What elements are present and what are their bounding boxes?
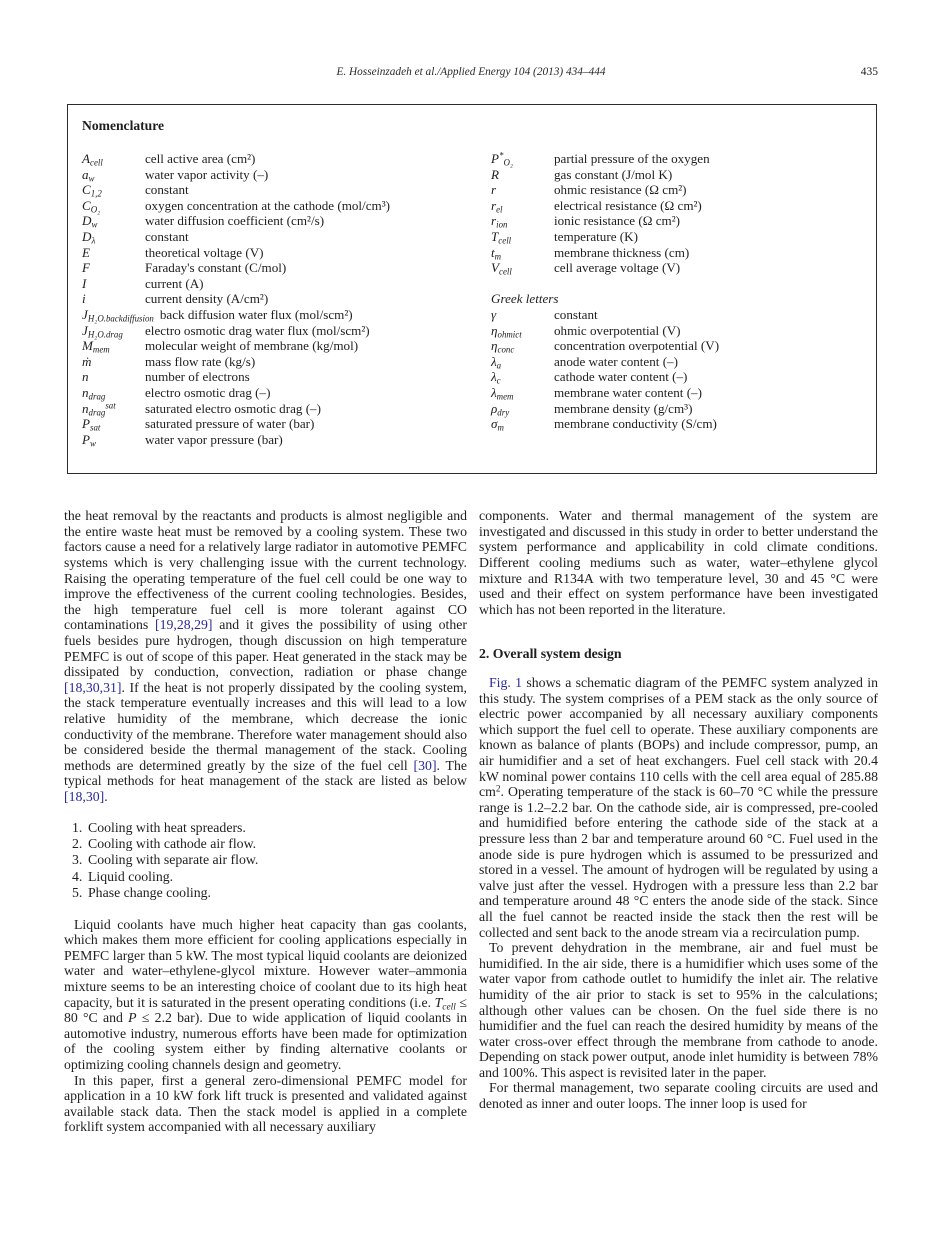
definition: concentration overpotential (V)	[554, 338, 720, 354]
para-liquid-coolants	[64, 917, 467, 1073]
journal-page	[64, 0, 878, 1135]
para-intro-continuation	[64, 508, 467, 804]
nomenclature-row	[82, 323, 475, 339]
nomenclature-right-column	[491, 151, 862, 447]
symbol: R	[491, 166, 499, 182]
nomenclature-row	[82, 198, 475, 214]
citation-ref[interactable]: [30]	[413, 757, 437, 773]
definition: current density (A/cm²)	[145, 291, 269, 307]
math-sup: 2	[495, 784, 501, 795]
definition: number of electrons	[145, 369, 250, 385]
definition: constant	[145, 182, 189, 198]
text-run: . Operating temperature of the stack is 60–70 °C while the pressure range is 1.2–2.2 bar. On the cathode side, air is compressed, pre-cooled and humidified before entering the cathode side of the stack at a pressure less than 2 bar and temperature around 60 °C. Fuel used in the anode side is pure hydrogen which is assumed to be pressurized and stored in a vessel. The amount of hydrogen will be regulated by using a valve just after the vessel. Hydrogen with a pressure less than 2.2 bar and temperature around 48 °C enters the anode side of the stack. Since all the fuel cannot be reacted inside the stack then the rest will be collected and sent back to the anode stream via a recirculation pump.	[479, 784, 878, 940]
nomenclature-row	[82, 369, 475, 385]
symbol: i	[82, 291, 86, 307]
nomenclature-row	[491, 151, 862, 167]
list-item-number: 1.	[72, 819, 83, 835]
symbol: $\lambda_a$	[491, 353, 502, 371]
nomenclature-row	[491, 245, 862, 261]
symbol: $\eta_{conc}$	[491, 338, 515, 355]
definition: gas constant (J/mol K)	[554, 166, 673, 182]
nomenclature-row	[82, 401, 475, 417]
symbol: γ	[491, 306, 497, 322]
symbol: $A_{cell}$	[82, 151, 103, 168]
text-run: Liquid coolants have much higher heat capacity than gas coolants, which makes them more efficient for cooling applications especially in PEMFC larger than 5 kW. The most typical liquid coolants are deionized water and water–ethylene-glycol mixture. However water–ammonia mixture seems to be an interesting choice of coolant due to its high heat capacity, but it is saturated in the present operating conditions (i.e.	[64, 916, 467, 1010]
page-header	[64, 66, 878, 82]
nomenclature-row	[82, 307, 475, 323]
definition: constant	[145, 228, 189, 244]
definition: theoretical voltage (V)	[145, 244, 264, 260]
nomenclature-right-list	[491, 151, 862, 276]
nomenclature-row	[491, 229, 862, 245]
nomenclature-row	[491, 213, 862, 229]
list-item-label: Cooling with separate air flow.	[88, 852, 259, 868]
symbol: $D_w$	[82, 213, 98, 230]
nomenclature-row	[82, 416, 475, 432]
nomenclature-row	[82, 385, 475, 401]
symbol: $C_{O_2}$	[82, 197, 101, 215]
para-this-paper	[64, 1073, 467, 1135]
nomenclature-row	[82, 229, 475, 245]
math-sub: cell	[442, 1002, 456, 1013]
symbol: $\eta_{ohmict}$	[491, 322, 522, 340]
nomenclature-row	[82, 260, 475, 276]
definition: cathode water content (–)	[554, 369, 688, 385]
definition: cell active area (cm²)	[145, 151, 256, 166]
nomenclature-row	[82, 432, 475, 448]
header-citation: E. Hosseinzadeh et al./Applied Energy 104 (2013) 434–444	[336, 66, 606, 78]
symbol: $M_{mem}$	[82, 338, 110, 355]
symbol: $T_{cell}$	[491, 228, 512, 246]
definition: membrane thickness (cm)	[554, 244, 690, 260]
body-columns	[64, 508, 878, 1135]
list-item-number: 5.	[72, 885, 83, 901]
cooling-methods-list	[64, 820, 467, 902]
definition: partial pressure of the oxygen	[554, 151, 710, 166]
symbol: $P_w$	[82, 431, 96, 449]
definition: ohmic overpotential (V)	[554, 322, 681, 338]
math-var: T	[434, 994, 443, 1010]
nomenclature-row	[82, 354, 475, 370]
nomenclature-row	[82, 338, 475, 354]
text-run: . The typical methods for heat management of the stack are listed as below	[64, 757, 467, 789]
nomenclature-row	[82, 276, 475, 292]
definition: molecular weight of membrane (kg/mol)	[145, 338, 359, 354]
symbol: $\sigma_m$	[491, 416, 504, 433]
symbol: E	[82, 244, 90, 260]
symbol: r	[491, 182, 497, 198]
text-run: To prevent dehydration in the membrane, air and fuel must be humidified. In the air side, there is a humidifier which uses some of the water vapor from cathode outlet to humidify the inlet air. The relative humidity of the air prior to stack is set to 95% in the calculations; although other values can be chosen. On the fuel side there is no humidifier and the fuel can reach the desired humidity by means of the water cross-over effect through the membrane from cathode to anode. Depending on stack power output, anode inlet humidity is between 78% and 100%. This aspect is revisited later in the paper.	[479, 940, 878, 1080]
definition: current (A)	[145, 275, 204, 291]
definition: ohmic resistance (Ω cm²)	[554, 182, 687, 198]
definition: membrane water content (–)	[554, 384, 702, 400]
symbol: $C_{1,2}$	[82, 182, 102, 199]
definition: membrane conductivity (S/cm)	[554, 416, 717, 432]
nomenclature-row	[491, 323, 862, 339]
nomenclature-row	[491, 182, 862, 198]
citation-ref[interactable]: [18,30]	[64, 788, 105, 804]
nomenclature-row	[491, 260, 862, 276]
definition: electrical resistance (Ω cm²)	[554, 197, 702, 213]
symbol: $P_{sat}$	[82, 416, 101, 433]
definition: electro osmotic drag (–)	[145, 384, 271, 400]
symbol: $n_{drag}^{sat}$	[82, 400, 116, 417]
text-run: shows a schematic diagram of the PEMFC system analyzed in this study. The system comprises of a PEM stack as the only source of electric power accompanied by all necessary auxiliary components which support the fuel cell to operate. These auxiliary components are known as balance of plants (BOPs) and include compressor, pump, an air humidifier and a set of heat exchangers. Fuel cell stack with 20.4 kW nominal power contains 110 cells with the cell area equal of 285.88 cm	[479, 675, 878, 800]
para-thermal-management	[479, 1080, 878, 1111]
symbol: I	[82, 275, 87, 291]
nomenclature-box	[67, 104, 877, 474]
para-humidification	[479, 940, 878, 1080]
nomenclature-row	[82, 151, 475, 167]
nomenclature-row	[82, 213, 475, 229]
definition: back diffusion water flux (mol/scm²)	[159, 306, 353, 322]
symbol: $P^*_{O_2}$	[491, 150, 513, 168]
definition: anode water content (–)	[554, 353, 678, 369]
definition: electro osmotic drag water flux (mol/scm²)	[145, 322, 370, 338]
symbol: $\rho_{dry}$	[491, 400, 510, 417]
text-run: components. Water and thermal management of the system are investigated and discussed in this study in order to better understand the system performance and applicability in cold climate conditions. Different cooling mediums such as water, water–ethylene glycol mixture and R134A with two temperature level, 30 and 45 °C were used and their effect on system performance have been investigated which has not been reported in the literature.	[479, 508, 878, 617]
definition: oxygen concentration at the cathode (mol/cm³)	[145, 197, 390, 213]
list-item	[64, 852, 467, 868]
definition: saturated pressure of water (bar)	[145, 416, 315, 432]
nomenclature-row	[491, 401, 862, 417]
nomenclature-row	[491, 307, 862, 323]
nomenclature-row	[82, 291, 475, 307]
nomenclature-row	[491, 338, 862, 354]
symbol: $\lambda_{mem}$	[491, 384, 514, 402]
list-item-number: 4.	[72, 868, 83, 884]
list-item-label: Phase change cooling.	[88, 885, 211, 901]
definition: water vapor activity (–)	[145, 166, 269, 182]
list-item	[64, 885, 467, 901]
symbol: $r_{ion}$	[491, 213, 508, 230]
definition: saturated electro osmotic drag (–)	[145, 400, 321, 416]
list-item	[64, 869, 467, 885]
nomenclature-row	[491, 198, 862, 214]
definition: cell average voltage (V)	[554, 260, 681, 276]
symbol: $t_m$	[491, 244, 502, 262]
text-run: In this paper, first a general zero-dimensional PEMFC model for application in a 10 kW fork lift truck is presented and validated against available stack data. Then the stack model is applied in a complete forklift system accompanied with all necessary auxiliary	[64, 1072, 467, 1135]
list-item-label: Cooling with cathode air flow.	[88, 835, 257, 851]
nomenclature-greek-list	[491, 307, 862, 432]
list-item	[64, 836, 467, 852]
list-item-label: Liquid cooling.	[88, 868, 174, 884]
body-right-column	[479, 508, 878, 1135]
para-components	[479, 508, 878, 617]
citation-ref[interactable]: [18,30,31]	[64, 679, 122, 695]
definition: ionic resistance (Ω cm²)	[554, 213, 680, 229]
definition: water diffusion coefficient (cm²/s)	[145, 213, 325, 229]
text-run: ≤ 2.2 bar). Due to wide application of liquid coolants in automotive industry, numerous efforts have been made for optimization of the cooling system either by finding alternative coolants or optimizing cooling channels design and geometry.	[64, 1010, 467, 1072]
nomenclature-row	[82, 245, 475, 261]
definition: mass flow rate (kg/s)	[145, 353, 256, 369]
nomenclature-row	[491, 354, 862, 370]
symbol: $r_{el}$	[491, 197, 503, 215]
text-run: For thermal management, two separate cooling circuits are used and denoted as inner and outer loops. The inner loop is used for	[479, 1080, 878, 1112]
nomenclature-title: Nomenclature	[82, 118, 165, 133]
nomenclature-left-column	[82, 151, 475, 447]
text-run: the heat removal by the reactants and products is almost negligible and the entire waste heat must be removed by a cooling system. These two factors cause a need for a relatively large radiator in automotive PEMFC systems which is very challenging issue with the current technology. Raising the operating temperature of the fuel cell could be one way to improve the effectiveness of the current cooling technologies. Besides, the high temperature fuel cell is more tolerant against CO contaminations	[64, 508, 467, 633]
symbol: $D_\lambda$	[82, 228, 96, 246]
definition: Faraday's constant (C/mol)	[145, 260, 287, 276]
math-var: P	[128, 1010, 137, 1026]
symbol: F	[82, 260, 90, 276]
definition: temperature (K)	[554, 228, 638, 244]
definition: membrane density (g/cm³)	[554, 400, 693, 416]
symbol: n	[82, 369, 89, 385]
nomenclature-row	[491, 416, 862, 432]
symbol: $\lambda_c$	[491, 369, 501, 386]
para-fig1-system	[479, 675, 878, 940]
symbol: $n_{drag}$	[82, 384, 106, 402]
list-item-label: Cooling with heat spreaders.	[88, 819, 246, 835]
nomenclature-row	[491, 167, 862, 183]
text-run: and it gives the possibility of using other fuels besides pure hydrogen, though discussion on high temperature PEMFC is out of scope of this paper. Heat generated in the stack may be dissipated by conduction, convection, radiation or phase change	[64, 617, 467, 680]
citation-ref[interactable]: Fig. 1	[489, 675, 523, 691]
symbol: $J_{H_2O.backdiffusion}$	[82, 306, 154, 324]
list-item-number: 3.	[72, 852, 83, 868]
symbol: ṁ	[82, 353, 92, 369]
symbol: $a_w$	[82, 166, 95, 184]
list-item	[64, 820, 467, 836]
definition: water vapor pressure (bar)	[145, 431, 283, 447]
list-item-number: 2.	[72, 835, 83, 851]
text-run: .	[104, 788, 108, 804]
nomenclature-row	[491, 385, 862, 401]
symbol: $J_{H_2O.drag}$	[82, 322, 123, 340]
definition: constant	[554, 306, 598, 322]
citation-ref[interactable]: [19,28,29]	[155, 617, 213, 633]
symbol: $V_{cell}$	[491, 260, 512, 277]
body-left-column	[64, 508, 467, 1135]
text-run: . If the heat is not properly dissipated by the cooling system, the stack temperature eventually increases and this will lead to a low relative humidity of the membrane, which decrease the ionic conductivity of the membrane. Therefore water management should also be considered beside the thermal management of the stack. Cooling methods are determined greatly by the size of the fuel cell	[64, 679, 467, 773]
greek-letters-title: Greek letters	[491, 291, 559, 307]
page-number: 435	[860, 66, 878, 78]
section-heading-overall-design: 2. Overall system design	[479, 646, 622, 662]
nomenclature-row	[82, 182, 475, 198]
nomenclature-columns	[82, 151, 862, 447]
nomenclature-row	[82, 167, 475, 183]
nomenclature-row	[491, 369, 862, 385]
text-run: ≤ 80 °C and	[64, 994, 467, 1026]
